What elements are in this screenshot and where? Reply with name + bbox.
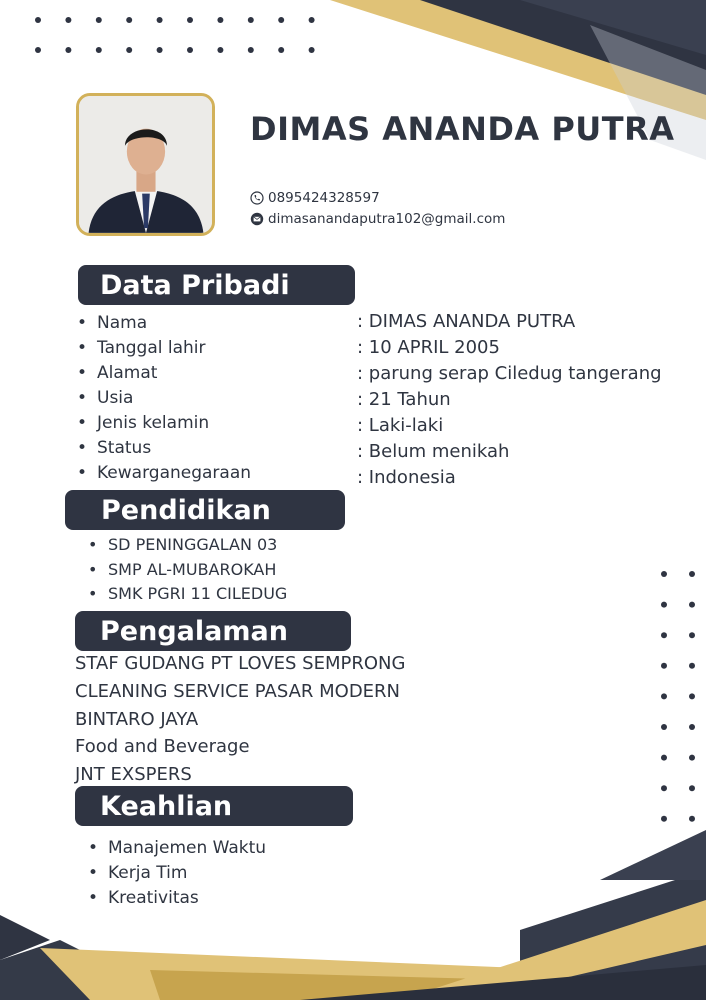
decorative-dot	[35, 47, 41, 53]
decorative-dot	[248, 47, 254, 53]
decorative-dot	[661, 571, 667, 577]
decorative-dot	[157, 47, 163, 53]
decorative-dot	[689, 632, 695, 638]
decorative-dot	[35, 17, 41, 23]
decorative-dot	[309, 47, 315, 53]
decorative-dot	[661, 693, 667, 699]
decorative-dot	[96, 17, 102, 23]
list-item: CLEANING SERVICE PASAR MODERN	[75, 680, 401, 702]
list-item: BINTARO JAYA	[75, 708, 199, 730]
list-item: JNT EXSPERS	[75, 764, 192, 786]
personal-labels	[97, 311, 251, 486]
list-item: • Status	[97, 436, 251, 461]
list-item: • SD PENINGGALAN 03	[108, 533, 287, 558]
contact-email	[250, 211, 505, 227]
decorative-dot	[96, 47, 102, 53]
full-name: DIMAS ANANDA PUTRA	[250, 110, 675, 148]
list-item: • SMP AL-MUBAROKAH	[108, 558, 287, 583]
contact-phone	[250, 190, 380, 206]
decorative-dot	[689, 724, 695, 730]
profile-photo	[76, 93, 215, 236]
decorative-dot	[248, 17, 254, 23]
decorative-dot	[689, 785, 695, 791]
decorative-dot	[689, 571, 695, 577]
decorative-dot	[309, 17, 315, 23]
decorative-dot	[157, 17, 163, 23]
decorative-dot	[661, 632, 667, 638]
list-item: • Usia	[97, 386, 251, 411]
email-icon	[250, 212, 264, 226]
list-item: STAF GUDANG PT LOVES SEMPRONG	[75, 653, 406, 674]
decorative-dot	[661, 663, 667, 669]
phone-icon	[250, 191, 264, 205]
decorative-dot	[661, 724, 667, 730]
list-item: • Nama	[97, 311, 251, 336]
list-item: • Kreativitas	[108, 886, 266, 911]
decorative-dot	[661, 785, 667, 791]
phone-number[interactable]: 0895424328597	[268, 190, 380, 206]
list-item: : parung serap Ciledug tangerang	[357, 363, 662, 384]
list-item: : Belum menikah	[357, 441, 510, 462]
decorative-dot	[661, 602, 667, 608]
list-item: : Indonesia	[357, 467, 456, 488]
decorative-dot	[217, 17, 223, 23]
list-item: : DIMAS ANANDA PUTRA	[357, 311, 576, 332]
list-item: • Manajemen Waktu	[108, 836, 266, 861]
list-item: • Kerja Tim	[108, 861, 266, 886]
list-item: • Kewarganegaraan	[97, 461, 251, 486]
section-title-education: Pendidikan	[65, 490, 345, 530]
decorative-dot	[689, 663, 695, 669]
decorative-dot	[661, 816, 667, 822]
person-icon	[79, 96, 212, 233]
decorative-dot	[278, 47, 284, 53]
experience-list	[75, 650, 405, 789]
decorative-dot	[661, 755, 667, 761]
list-item: Food and Beverage	[75, 736, 250, 758]
list-item: : 10 APRIL 2005	[357, 337, 500, 358]
decorative-dot	[65, 47, 71, 53]
decorative-dot	[126, 47, 132, 53]
personal-values	[357, 309, 662, 491]
list-item: • SMK PGRI 11 CILEDUG	[108, 582, 287, 607]
decorative-dot	[689, 602, 695, 608]
list-item: • Tanggal lahir	[97, 336, 251, 361]
email-address[interactable]: dimasanandaputra102@gmail.com	[268, 211, 506, 227]
list-item: • Alamat	[97, 361, 251, 386]
decorative-dot	[217, 47, 223, 53]
decorative-dot	[187, 17, 193, 23]
decorative-dot	[278, 17, 284, 23]
decorative-dot	[689, 816, 695, 822]
section-title-experience: Pengalaman	[75, 611, 351, 651]
list-item: : 21 Tahun	[357, 389, 451, 410]
section-title-personal: Data Pribadi	[78, 265, 355, 305]
section-title-skills: Keahlian	[75, 786, 353, 826]
list-item: • Jenis kelamin	[97, 411, 251, 436]
skills-list	[108, 836, 266, 911]
decorative-dot	[689, 755, 695, 761]
education-list	[108, 533, 287, 607]
decorative-dot	[65, 17, 71, 23]
decorative-dot	[126, 17, 132, 23]
list-item: : Laki-laki	[357, 415, 444, 436]
decorative-dot	[689, 693, 695, 699]
decorative-dot	[187, 47, 193, 53]
